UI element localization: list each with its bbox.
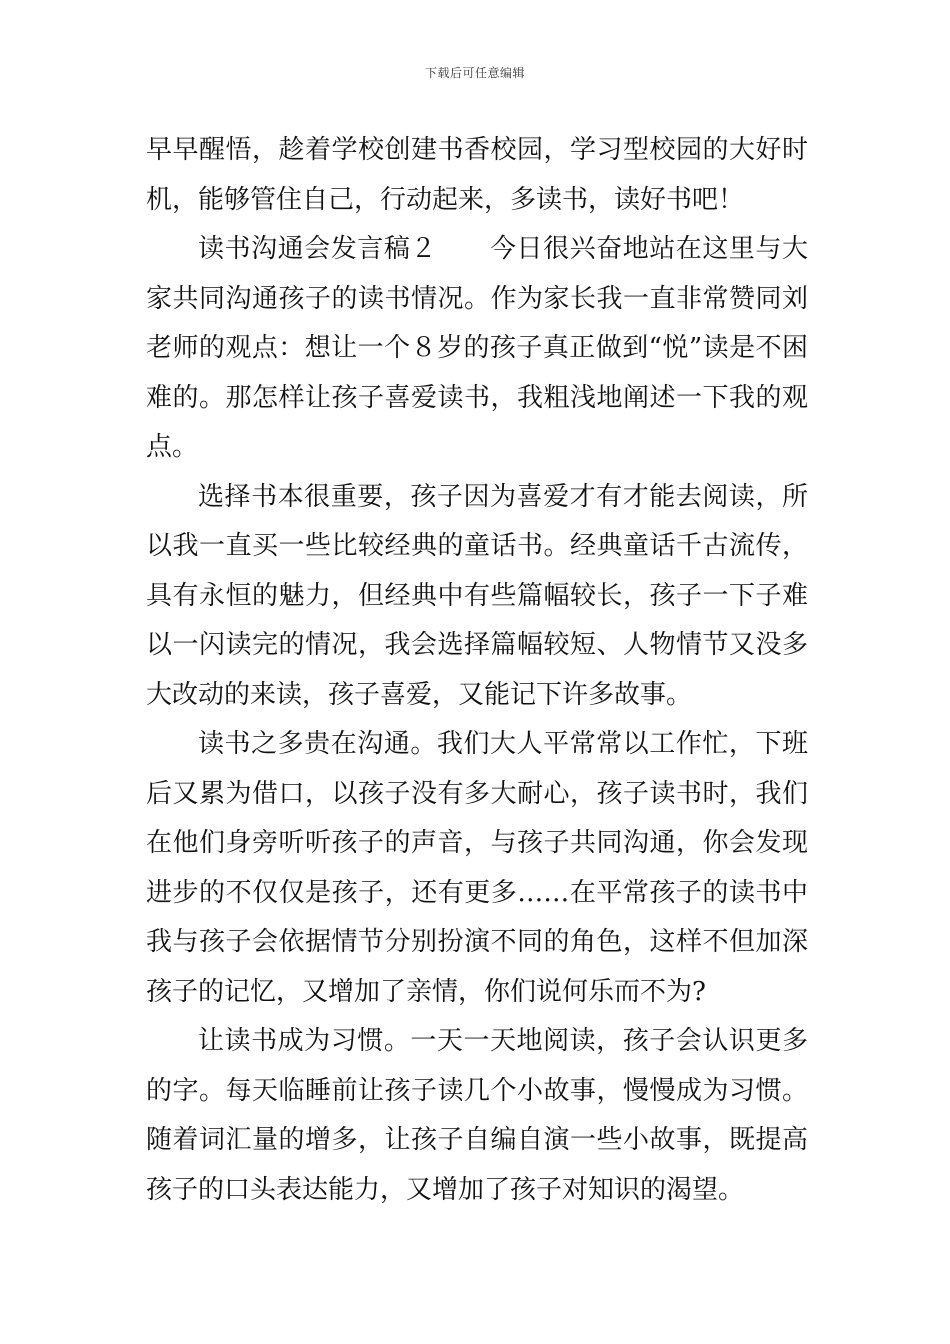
paragraph-communication: 读书之多贵在沟通。我们大人平常常以工作忙，下班后又累为借口，以孩子没有多大耐心，孩子读书时，我们在他们身旁听听孩子的声音，与孩子共同沟通，你会发现进步的不仅仅是孩子，还有更多……在平常孩子的读书中我与孩子会依据情节分别扮演不同的角色，这样不但加深孩子的记忆，又增加了亲情，你们说何乐而不为? bbox=[146, 729, 808, 1007]
document-body bbox=[146, 126, 808, 1215]
page-header: 下载后可任意编辑 bbox=[424, 66, 525, 80]
paragraph-choose-books: 选择书本很重要，孩子因为喜爱才有才能去阅读，所以我一直买一些比较经典的童话书。经典童话千古流传，具有永恒的魅力，但经典中有些篇幅较长，孩子一下子难以一闪读完的情况，我会选择篇幅较短、人物情节又没多大改动的来读，孩子喜爱，又能记下许多故事。 bbox=[146, 481, 808, 710]
paragraph-continuation: 早早醒悟，趁着学校创建书香校园，学习型校园的大好时机，能够管住自己，行动起来，多读书，读好书吧！ bbox=[146, 135, 808, 215]
paragraph-reading-habit: 让读书成为习惯。一天一天地阅读，孩子会认识更多的字。每天临睡前让孩子读几个小故事，慢慢成为习惯。随着词汇量的增多，让孩子自编自演一些小故事，既提高孩子的口头表达能力，又增加了孩子对知识的渴望。 bbox=[146, 1026, 808, 1205]
paragraph-speech-intro: 读书沟通会发言稿２ 今日很兴奋地站在这里与大家共同沟通孩子的读书情况。作为家长我一直非常赞同刘老师的观点：想让一个８岁的孩子真正做到“悦”读是不困难的。那怎样让孩子喜爱读书，我粗浅地阐述一下我的观点。 bbox=[146, 234, 808, 462]
